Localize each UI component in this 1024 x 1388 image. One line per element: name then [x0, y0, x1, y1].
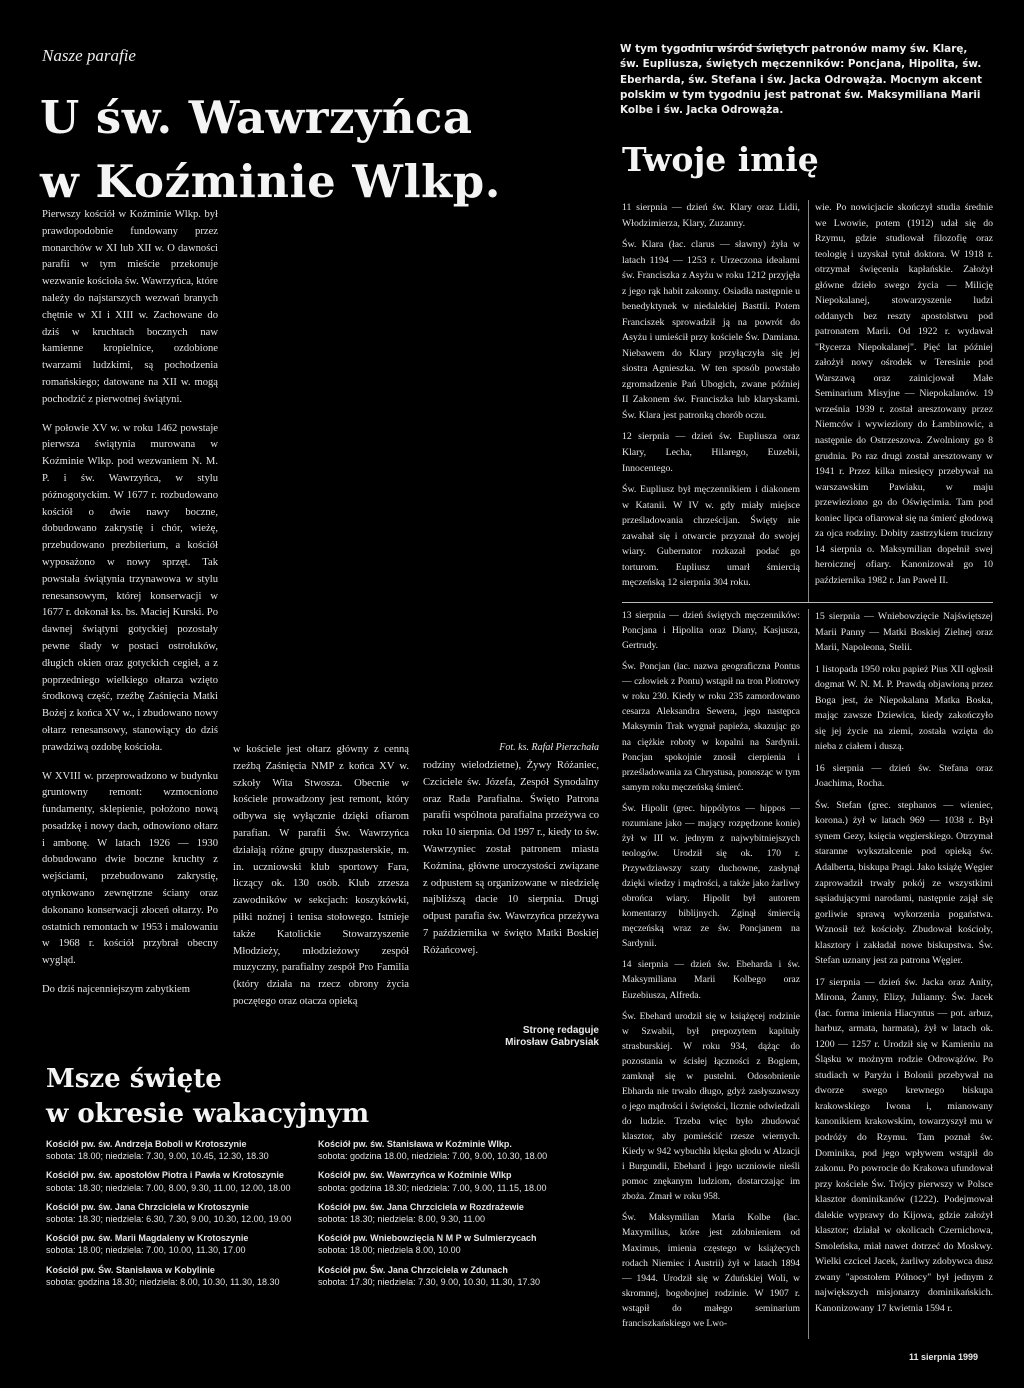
- names-paragraph: Św. Hipolit (grec. hippólytos — hippos — rozumiane jako — mający rozpędzone konie) żył w III w. jednym z najwybitniejszych teologów. Urodził się ok. 170 r. Przywdziawszy szaty duchowne, zasłynął dzięki wiedzy i mądrości, a także jako żarliwy obrońca wiary. Hipolit był autorem komentarzy biblijnych. Zginął śmiercią męczeńską wraz ze św. Poncjanem na Sardynii.: [622, 803, 800, 950]
- names-intro: W tym tygodniu wśród świętych patronów mamy św. Klarę, św. Eupliusza, świętych męczenników: Poncjana, Hipolita, św. Eberharda, św. Stefana i św. Jacka Odrowąża. Mocnym akcent polskim w tym tygodniu jest patronat św. Maksymiliana Marii Kolbe i św. Jacka Odrowąża.: [620, 43, 982, 117]
- mass-hours: sobota: godzina 18.30; niedziela: 8.00, 10.30, 11.30, 18.30: [46, 1276, 280, 1287]
- article-title-line-2: w Koźminie Wlkp.: [40, 155, 501, 208]
- mass-hours: sobota: 18.30; niedziela: 6.30, 7.30, 9.00, 10.30, 12.00, 19.00: [46, 1214, 292, 1225]
- page-date: 11 sierpnia 1999: [908, 1352, 978, 1362]
- names-paragraph: 13 sierpnia — dzień świętych męczenników: Poncjana i Hipolita oraz Diany, Kasjusza, Gertrudy.: [622, 611, 800, 652]
- article-column-1: [42, 207, 218, 999]
- mass-hours: sobota: 18.30; niedziela: 8.00, 9.30, 11.00: [318, 1214, 485, 1225]
- church-name: Kościół pw. św. apostołów Piotra i Pawła w Krotoszynie: [46, 1170, 284, 1181]
- photo-credit: Fot. ks. Rafał Pierzchała: [499, 742, 599, 753]
- names-paragraph: 16 sierpnia — dzień św. Stefana oraz Joachima, Rocha.: [815, 762, 993, 790]
- names-paragraph: Św. Ebehard urodził się w książęcej rodzinie w Szwabii, był prepozytem kapituły strasburskiej. W roku 934, dążąc do pozostania w ścisłej łączności z Bogiem, zamknął się w pustelni. Odosobnienie Ebharda nie trwało długo, gdyż zasłyszawszy o jego mądrości i świętości, licznie odwiedzali do ludzie. Trzeba więc było zbudować klasztor, aby pomieścić rzesze wiernych. Kiedy w 942 wybuchła klęska głodu w Alzacji i Burgundii, Ebehard i jego uczniowie nieśli pomoc znękanym ludziom, dostarczając im zboża. Zmarł w roku 958.: [622, 1011, 800, 1203]
- editor-credit-name: Mirosław Gabrysiak: [505, 1037, 599, 1048]
- article-paragraph: w kościele jest ołtarz główny z cenną rzeźbą Zaśnięcia NMP z końca XV w. szkoły Wita Stwosza. Obecnie w kościele prowadzony jest remont, który odbywa się wyłącznie dzięki ofiarom parafian. W parafii Św. Wawrzyńca działają różne grupy duszpasterskie, m. in. uczniowski klub sportowy Fara, liczący ok. 130 osób. Klub zrzesza zawodników w sekcjach: koszykówki, piłki nożnej i tenisa stołowego. Istnieje także Katolickie Stowarzyszenie Młodzieży, młodzieżowy zespół muzyczny, parafialny zespół Pro Familia (który działa na rzecz obrony życia poczętego oraz otacza opieką: [233, 744, 409, 1007]
- mass-hours: sobota: 18.00; niedziela 8.00, 10.00: [318, 1245, 461, 1256]
- mass-entry: [318, 1232, 608, 1256]
- masses-title-line-1: Msze święte: [46, 1064, 222, 1094]
- mass-entry: [318, 1264, 608, 1288]
- masses-title: [46, 1062, 369, 1132]
- church-name: Kościół pw. Św. Stanisława w Kobylinie: [46, 1264, 215, 1275]
- mass-entry: [46, 1232, 336, 1256]
- names-column-2-bottom: [815, 609, 993, 1316]
- editor-credit-label: Stronę redaguje: [522, 1025, 599, 1036]
- mass-hours: sobota: 17.30; niedziela: 7.30, 9.00, 10.30, 11.30, 17.30: [318, 1276, 541, 1287]
- article-paragraph: Pierwszy kościół w Koźminie Wlkp. był prawdopodobnie fundowany przez monarchów w XI lub XII w. O dawności parafii w tym mieście przekonuje wezwanie kościoła św. Wawrzyńca, które należy do najstarszych wezwań branych chętnie w XI i XIII w. Zachowane do dziś w kruchtach bocznych naw kamienne kropielnice, ozdobione twarzami ludzkimi, są pochodzenia romańskiego; datowane na XII w. mogą pochodzić z pierwotnej świątyni.: [42, 209, 218, 405]
- article-title-line-1: U św. Wawrzyńca: [40, 91, 473, 144]
- names-column-2-top: [815, 200, 993, 588]
- masses-title-line-2: w okresie wakacyjnym: [46, 1099, 370, 1129]
- names-title: Twoje imię: [622, 140, 819, 179]
- church-name: Kościół pw. św. Jana Chrzciciela w Krotoszynie: [46, 1201, 249, 1212]
- church-name: Kościół pw. Wniebowzięcia N M P w Sulmierzycach: [318, 1233, 537, 1244]
- masses-list-right: [318, 1138, 608, 1295]
- church-name: Kościół pw. św. Wawrzyńca w Koźminie Wlkp: [318, 1170, 512, 1181]
- mass-hours: sobota: 18.30; niedziela: 7.00, 8.00, 9.30, 11.00, 12.00, 18.00: [46, 1182, 291, 1193]
- names-paragraph: 12 sierpnia — dzień św. Eupliusza oraz Klary, Lecha, Hilarego, Euzebii, Innocentego.: [622, 431, 800, 474]
- names-paragraph: 11 sierpnia — dzień św. Klary oraz Lidii, Włodzimierza, Klary, Zuzanny.: [622, 202, 800, 229]
- editor-credit: [423, 1025, 599, 1049]
- mass-entry: [46, 1201, 336, 1225]
- column-divider: [808, 609, 809, 1339]
- names-column-1-top: [622, 200, 800, 591]
- section-label: Nasze parafie: [42, 46, 136, 65]
- mass-hours: sobota: godzina 18.30; niedziela: 7.00, 9.00, 11.15, 18.00: [318, 1182, 547, 1193]
- mass-entry: [318, 1201, 608, 1225]
- article-title: [40, 86, 501, 214]
- mass-hours: sobota: godzina 18.00, niedziela: 7.00, 9.00, 10.30, 18.00: [318, 1151, 548, 1162]
- names-paragraph: wie. Po nowicjacie skończył studia średnie we Lwowie, potem (1912) udał się do Rzymu, gdzie studiował filozofię oraz teologię i uzyskał tytuł doktora. W 1918 r. otrzymał święcenia kapłańskie. Założył główne dzieło swego życia — Milicję Niepokalanej, stowarzyszenie ludzi oddanych bez reszty apostolstwu pod patronatem Marii. Od 1922 r. wydawał "Rycerza Niepokalanej". Pięć lat później założył nowy ośrodek w Teresinie pod Warszawą oraz zainicjował Małe Seminarium Misyjne — Niepokalanów. 19 września 1939 r. został aresztowany przez Niemców i wywieziony do Łambinowic, a następnie do Ostrzeszowa. Zwolniony go 8 grudnia. Po raz drugi został aresztowany w 1941 r. Przez kilka miesięcy przebywał na warszawskim Pawiaku, w maju przewieziono go do Oświęcimia. Tam pod koniec lipca ofiarował się na śmierć głodową za ojca rodziny. Dobity zastrzykiem trucizny 14 sierpnia o. Maksymilian dopełnił swej heroicznej ofiary. Kanonizował go 10 października 1982 r. Jan Paweł II.: [815, 202, 993, 586]
- article-paragraph: W XVIII w. przeprowadzono w budynku gruntowny remont: wzmocniono fundamenty, sklepienie, położono nową posadzkę i nowy dach, odnowiono ołtarz i ambonę. W latach 1926 — 1930 dobudowano dwie boczne kruchty z wejściami, przebudowano zakrystię, otynkowano zewnętrzne ściany oraz dokonano konserwacji złoceń ołtarzy. Po ostatnich remontach w 1953 i malowaniu w 1968 r. kościół przybrał obecny wygląd.: [42, 770, 218, 967]
- names-paragraph: Św. Eupliusz był męczennikiem i diakonem w Katanii. W IV w. gdy miały miejsce prześladowania chrześcijan. Święty nie zawahał się i otwarcie przyznał do swojej wiary. Gubernator rozkazał podać go torturom. Eupliusz umarł śmiercią męczeńską 12 sierpnia 304 roku.: [622, 484, 800, 589]
- names-paragraph: Św. Poncjan (łac. nazwa geograficzna Pontus — człowiek z Pontu) wstąpił na tron Piotrowy w roku 230. Kiedy w roku 235 zamordowano cesarza Aleksandra Sewera, jego następca Maksymin Trak wygnał papieża, skazując go na ciężkie roboty w kopalni na Sardynii. Poncjan spokojnie znosił cierpienia i prześladowania za Chrystusa, ponosząc w tym samym roku męczeńską śmierć.: [622, 662, 800, 793]
- mass-hours: sobota: 18.00; niedziela: 7.00, 10.00, 11.30, 17.00: [46, 1245, 246, 1256]
- names-column-1-bottom: [622, 609, 800, 1332]
- church-name: Kościół pw. św. Jana Chrzciciela w Rozdrażewie: [318, 1201, 524, 1212]
- mass-hours: sobota: 18.00; niedziela: 7.30, 9.00, 10.45, 12.30, 18.30: [46, 1151, 269, 1162]
- names-paragraph: 17 sierpnia — dzień św. Jacka oraz Anity, Mirona, Żanny, Elizy, Julianny. Św. Jacek (łac. forma imienia Hiacyntus — pot. arbuz, harbuz, armata, harmata), żył w latach ok. 1200 — 1257 r. Urodził się w Kamieniu na Śląsku w możnym rodzie Odrowążów. Po studiach w Paryżu i Bolonii przebywał na dworze swego krewnego biskupa krakowskiego Iwona i, mianowany kanonikiem krakowskim, towarzyszył mu w podróży do Rzymu. Tam poznał św. Dominika, pod jego wpływem wstąpił do zakonu. Po powrocie do Krakowa ufundował przy kościele Św. Trójcy pierwszy w Polsce klasztor dominikanów (1222). Podejmował dalekie wyprawy do Kijowa, gdzie założył klasztor; działał w okolicach Czernichowa, Smoleńska, miał nawet dotrzeć do Moskwy. Wielki czcicel Jacek, żarliwy zdobywca dusz zwany "apostołem Północy" był jednym z największych misjonarzy dominikańskich. Kanonizowany 17 kwietnia 1594 r.: [815, 976, 993, 1314]
- masses-list-left: [46, 1138, 336, 1295]
- church-name: Kościół pw. Św. Jana Chrzciciela w Zdunach: [318, 1264, 508, 1275]
- mass-entry: [318, 1169, 608, 1193]
- mass-entry: [46, 1264, 336, 1288]
- column-divider: [808, 200, 809, 602]
- article-paragraph: W połowie XV w. w roku 1462 powstaje pierwsza świątynia murowana w Koźminie Wlkp. pod wezwaniem N. M. P. i św. Wawrzyńca, w stylu późnogotyckim. W 1677 r. rozbudowano kościół o dwie nawy boczne, dobudowano zakrystię i chór, wieżę, przebudowano prezbiterium, a kościół wyposażono w nowy sprzęt. Tak powstała świątynia trzynawowa w stylu renesansowym, której konserwacji w 1677 r. dokonał ks. bs. Maciej Kurski. Po dawnej świątyni gotyckiej pozostały pewne ślady w postaci ostrołuków, długich okien oraz gotyckich cegieł, a z poprzedniego wielkiego ołtarza wzięto środkową część, rzeźbę Zaśnięcia Matki Bożej z końca XV w., i zbudowano nowy ołtarz renesansowy, stanowiący do dziś prawdziwą ozdobę kościoła.: [42, 422, 218, 753]
- names-paragraph: 15 sierpnia — Wniebowzięcie Najświętszej Marii Panny — Matki Boskiej Zielnej oraz Marii, Napoleona, Stelii.: [815, 611, 993, 654]
- names-paragraph: Św. Klara (łac. clarus — sławny) żyła w latach 1194 — 1253 r. Urzeczona ideałami św. Franciszka z Asyżu w roku 1212 przyjęła z jego rąk habit zakonny. Osiadła następnie u benedyktynek w niedalekiej Basttii. Potem Franciszek sprowadził ją na powrót do Asyżu i umieścił przy kościele Św. Damiana. Niebawem do Klary przyłączyła się jej siostra Agnieszka. W ten sposób powstało zgromadzenie Pań Ubogich, zwane później II Zakonem św. Franciszka lub klaryskami. Św. Klara jest patronką chorób oczu.: [622, 239, 800, 421]
- mass-entry: [46, 1138, 336, 1162]
- names-paragraph: Św. Maksymilian Maria Kolbe (łac. Maxymilius, które jest zdobnieniem od Maximus, imienia częstego w książęcych rodach Niemiec i Austrii) żył w latach 1894 — 1944. Urodził się w Zduńskiej Woli, w skromnej, bogobojnej rodzinie. W 1907 r. wstąpił do małego seminarium franciszkańskiego we Lwo-: [622, 1213, 800, 1329]
- church-name: Kościół pw. św. Stanisława w Koźminie Wlkp.: [318, 1139, 512, 1149]
- mid-rule: [622, 602, 993, 603]
- article-column-2: [233, 742, 409, 1011]
- mass-entry: [318, 1138, 608, 1162]
- church-name: Kościół pw. św. Andrzeja Boboli w Krotoszynie: [46, 1139, 247, 1149]
- article-paragraph: rodziny wielodzietne), Żywy Różaniec, Czciciele św. Józefa, Zespół Synodalny oraz Rada Parafialna. Święto Patrona parafii wspólnota parafialna przeżywa co roku 10 sierpnia. Od 1997 r., kiedy to św. Wawrzyniec został patronem miasta Koźmina, główne uroczystości związane z odpustem są organizowane w niedzielę najbliższą dacie 10 sierpnia. Drugi odpust parafia św. Wawrzyńca przeżywa 7 października w święto Matki Boskiej Różańcowej.: [423, 760, 599, 956]
- article-column-3: [423, 758, 599, 960]
- mass-entry: [46, 1169, 336, 1193]
- names-paragraph: 1 listopada 1950 roku papież Pius XII ogłosił dogmat W. N. M. P. Prawdą objawioną przez Boga jest, że Niepokalana Matka Boska, mając zawsze Dziewica, kiedy zakończyło się jej życie na ziemi, została wzięta do nieba z ciałem i duszą.: [815, 663, 993, 753]
- church-name: Kościół pw. św. Marii Magdaleny w Krotoszynie: [46, 1233, 249, 1244]
- article-paragraph: Do dziś najcenniejszym zabytkiem: [42, 984, 190, 996]
- names-paragraph: Św. Stefan (grec. stephanos — wieniec, korona.) żył w latach 969 — 1038 r. Był synem Gezy, księcia węgierskiego. Otrzymał staranne wykształcenie pod opieką św. Adalberta, biskupa Pragi. Jako książę Węgier zaprowadził trwały pokój ze wszystkimi sąsiadującymi narodami, następnie zajął się gorliwie sprawą wykorzenia pogaństwa. Wznosił też kościoły. Zbudował kościoły, klasztory i zakładał nowe biskupstwa. Św. Stefan uznany jest za patrona Węgier.: [815, 799, 994, 967]
- names-paragraph: 14 sierpnia — dzień św. Ebeharda i św. Maksymiliana Marii Kolbego oraz Euzebiusza, Alfreda.: [622, 960, 800, 1001]
